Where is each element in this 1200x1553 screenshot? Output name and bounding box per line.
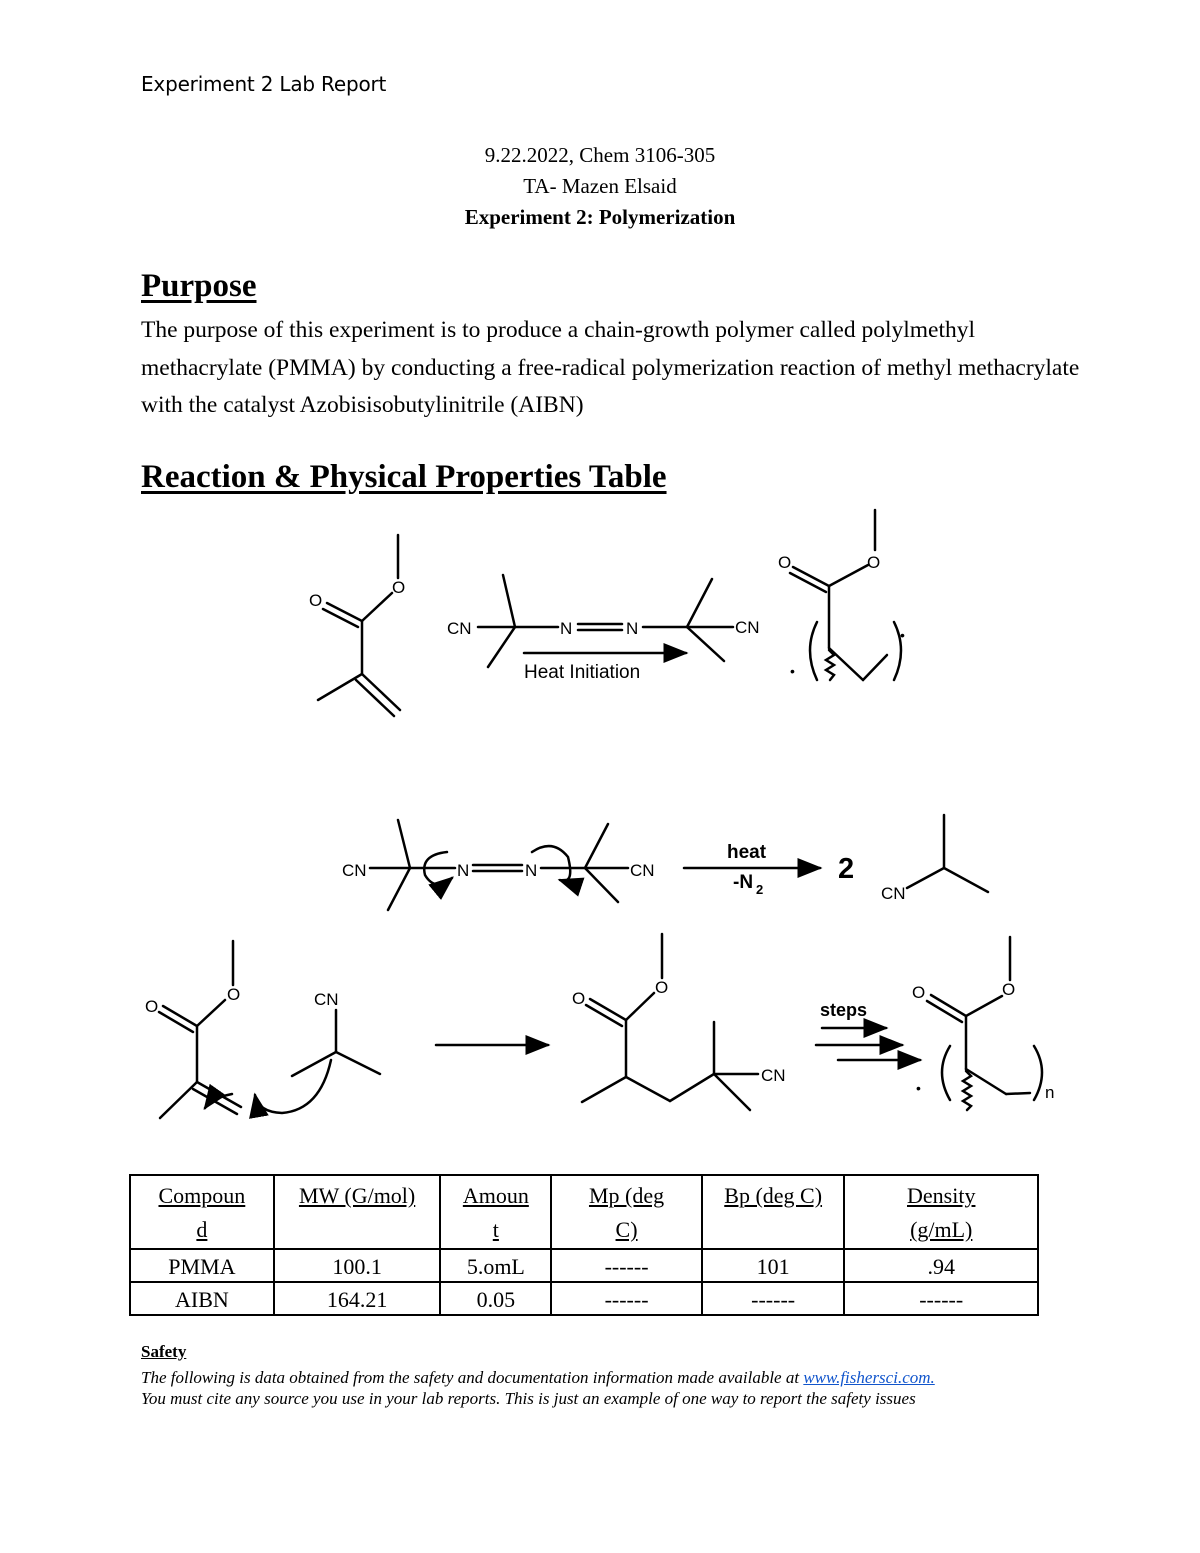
fishersci-link[interactable]: www.fishersci.com.	[803, 1368, 935, 1387]
ester-oxygen-label: O	[227, 985, 241, 1004]
header-mp: Mp (deg C)	[551, 1175, 702, 1249]
table-row	[130, 1249, 1038, 1282]
radical-addition-structure	[159, 941, 380, 1118]
ester-oxygen-label: O	[655, 978, 669, 997]
table-cell: ------	[702, 1282, 845, 1315]
cyano-label: CN	[881, 884, 906, 903]
carbonyl-oxygen-label: O	[912, 983, 926, 1002]
physical-properties-table	[129, 1174, 1039, 1316]
purpose-paragraph: The purpose of this experiment is to produce a chain-growth polymer called polylmethyl methacrylate (PMMA) by conducting a free-radical polymerization reaction of methyl methacrylate with the catalyst Azobisisobutylinitrile (AIBN)	[141, 317, 1080, 418]
cyano-label: CN	[447, 619, 472, 638]
n2-subscript: 2	[756, 882, 764, 897]
cyano-label: CN	[735, 618, 760, 637]
table-cell: 0.05	[440, 1282, 551, 1315]
table-cell: ------	[551, 1282, 702, 1315]
pmma-repeat-unit-structure	[790, 510, 901, 680]
table-cell: .94	[844, 1249, 1038, 1282]
cyano-label: CN	[342, 861, 367, 880]
methyl-methacrylate-structure	[318, 535, 400, 716]
header-mw: MW (G/mol)	[274, 1175, 441, 1249]
heat-initiation-label: Heat Initiation	[524, 662, 641, 683]
table-cell: 100.1	[274, 1249, 441, 1282]
header-density: Density (g/mL)	[844, 1175, 1038, 1249]
minus-n2-label: -N	[733, 872, 754, 893]
carbonyl-oxygen-label: O	[309, 591, 323, 610]
pmma-polymer-structure	[927, 937, 1042, 1110]
table-cell: 5.omL	[440, 1249, 551, 1282]
reaction-table-heading: Reaction & Physical Properties Table	[141, 459, 667, 495]
cyano-label: CN	[314, 990, 339, 1009]
ta-line: TA- Mazen Elsaid	[523, 174, 677, 198]
coefficient-two: 2	[838, 853, 855, 885]
safety-heading: Safety	[141, 1342, 187, 1361]
ester-oxygen-label: O	[867, 553, 881, 572]
document-header: Experiment 2 Lab Report	[141, 72, 387, 96]
radical-adduct-structure	[582, 934, 758, 1110]
nitrogen-label: N	[525, 861, 538, 880]
cyano-radical-structure	[907, 815, 988, 892]
repeat-count-subscript: n	[1045, 1083, 1055, 1102]
header-compound: Compoun d	[130, 1175, 274, 1249]
aibn-decomposition-structure	[370, 820, 628, 910]
safety-source-text: The following is data obtained from the safety and documentation information made available at	[141, 1368, 804, 1387]
carbonyl-oxygen-label: O	[572, 989, 586, 1008]
date-course-line: 9.22.2022, Chem 3106-305	[484, 143, 716, 167]
table-cell: PMMA	[130, 1249, 274, 1282]
nitrogen-label: N	[626, 619, 639, 638]
header-amount: Amoun t	[440, 1175, 551, 1249]
table-row	[130, 1282, 1038, 1315]
table-cell: ------	[551, 1249, 702, 1282]
carbonyl-oxygen-label: O	[145, 997, 159, 1016]
table-cell: 101	[702, 1249, 845, 1282]
ester-oxygen-label: O	[1002, 980, 1016, 999]
experiment-title: Experiment 2: Polymerization	[464, 205, 736, 229]
table-header-row	[130, 1175, 1038, 1249]
table-cell: AIBN	[130, 1282, 274, 1315]
safety-paragraph	[141, 1367, 1101, 1409]
cyano-label: CN	[630, 861, 655, 880]
heat-label: heat	[727, 842, 767, 863]
nitrogen-label: N	[457, 861, 470, 880]
nitrogen-label: N	[560, 619, 573, 638]
radical-dot: •	[916, 1080, 921, 1096]
radical-dot: •	[900, 627, 905, 643]
safety-citation-note: You must cite any source you use in your lab reports. This is just an example of one way to report the safety issues	[141, 1389, 916, 1408]
header-bp: Bp (deg C)	[702, 1175, 845, 1249]
radical-dot: •	[790, 663, 795, 679]
steps-label: steps	[820, 1000, 868, 1020]
table-cell: ------	[844, 1282, 1038, 1315]
carbonyl-oxygen-label: O	[778, 553, 792, 572]
purpose-heading: Purpose	[141, 268, 257, 304]
ester-oxygen-label: O	[392, 578, 406, 597]
cyano-label: CN	[761, 1066, 786, 1085]
table-cell: 164.21	[274, 1282, 441, 1315]
